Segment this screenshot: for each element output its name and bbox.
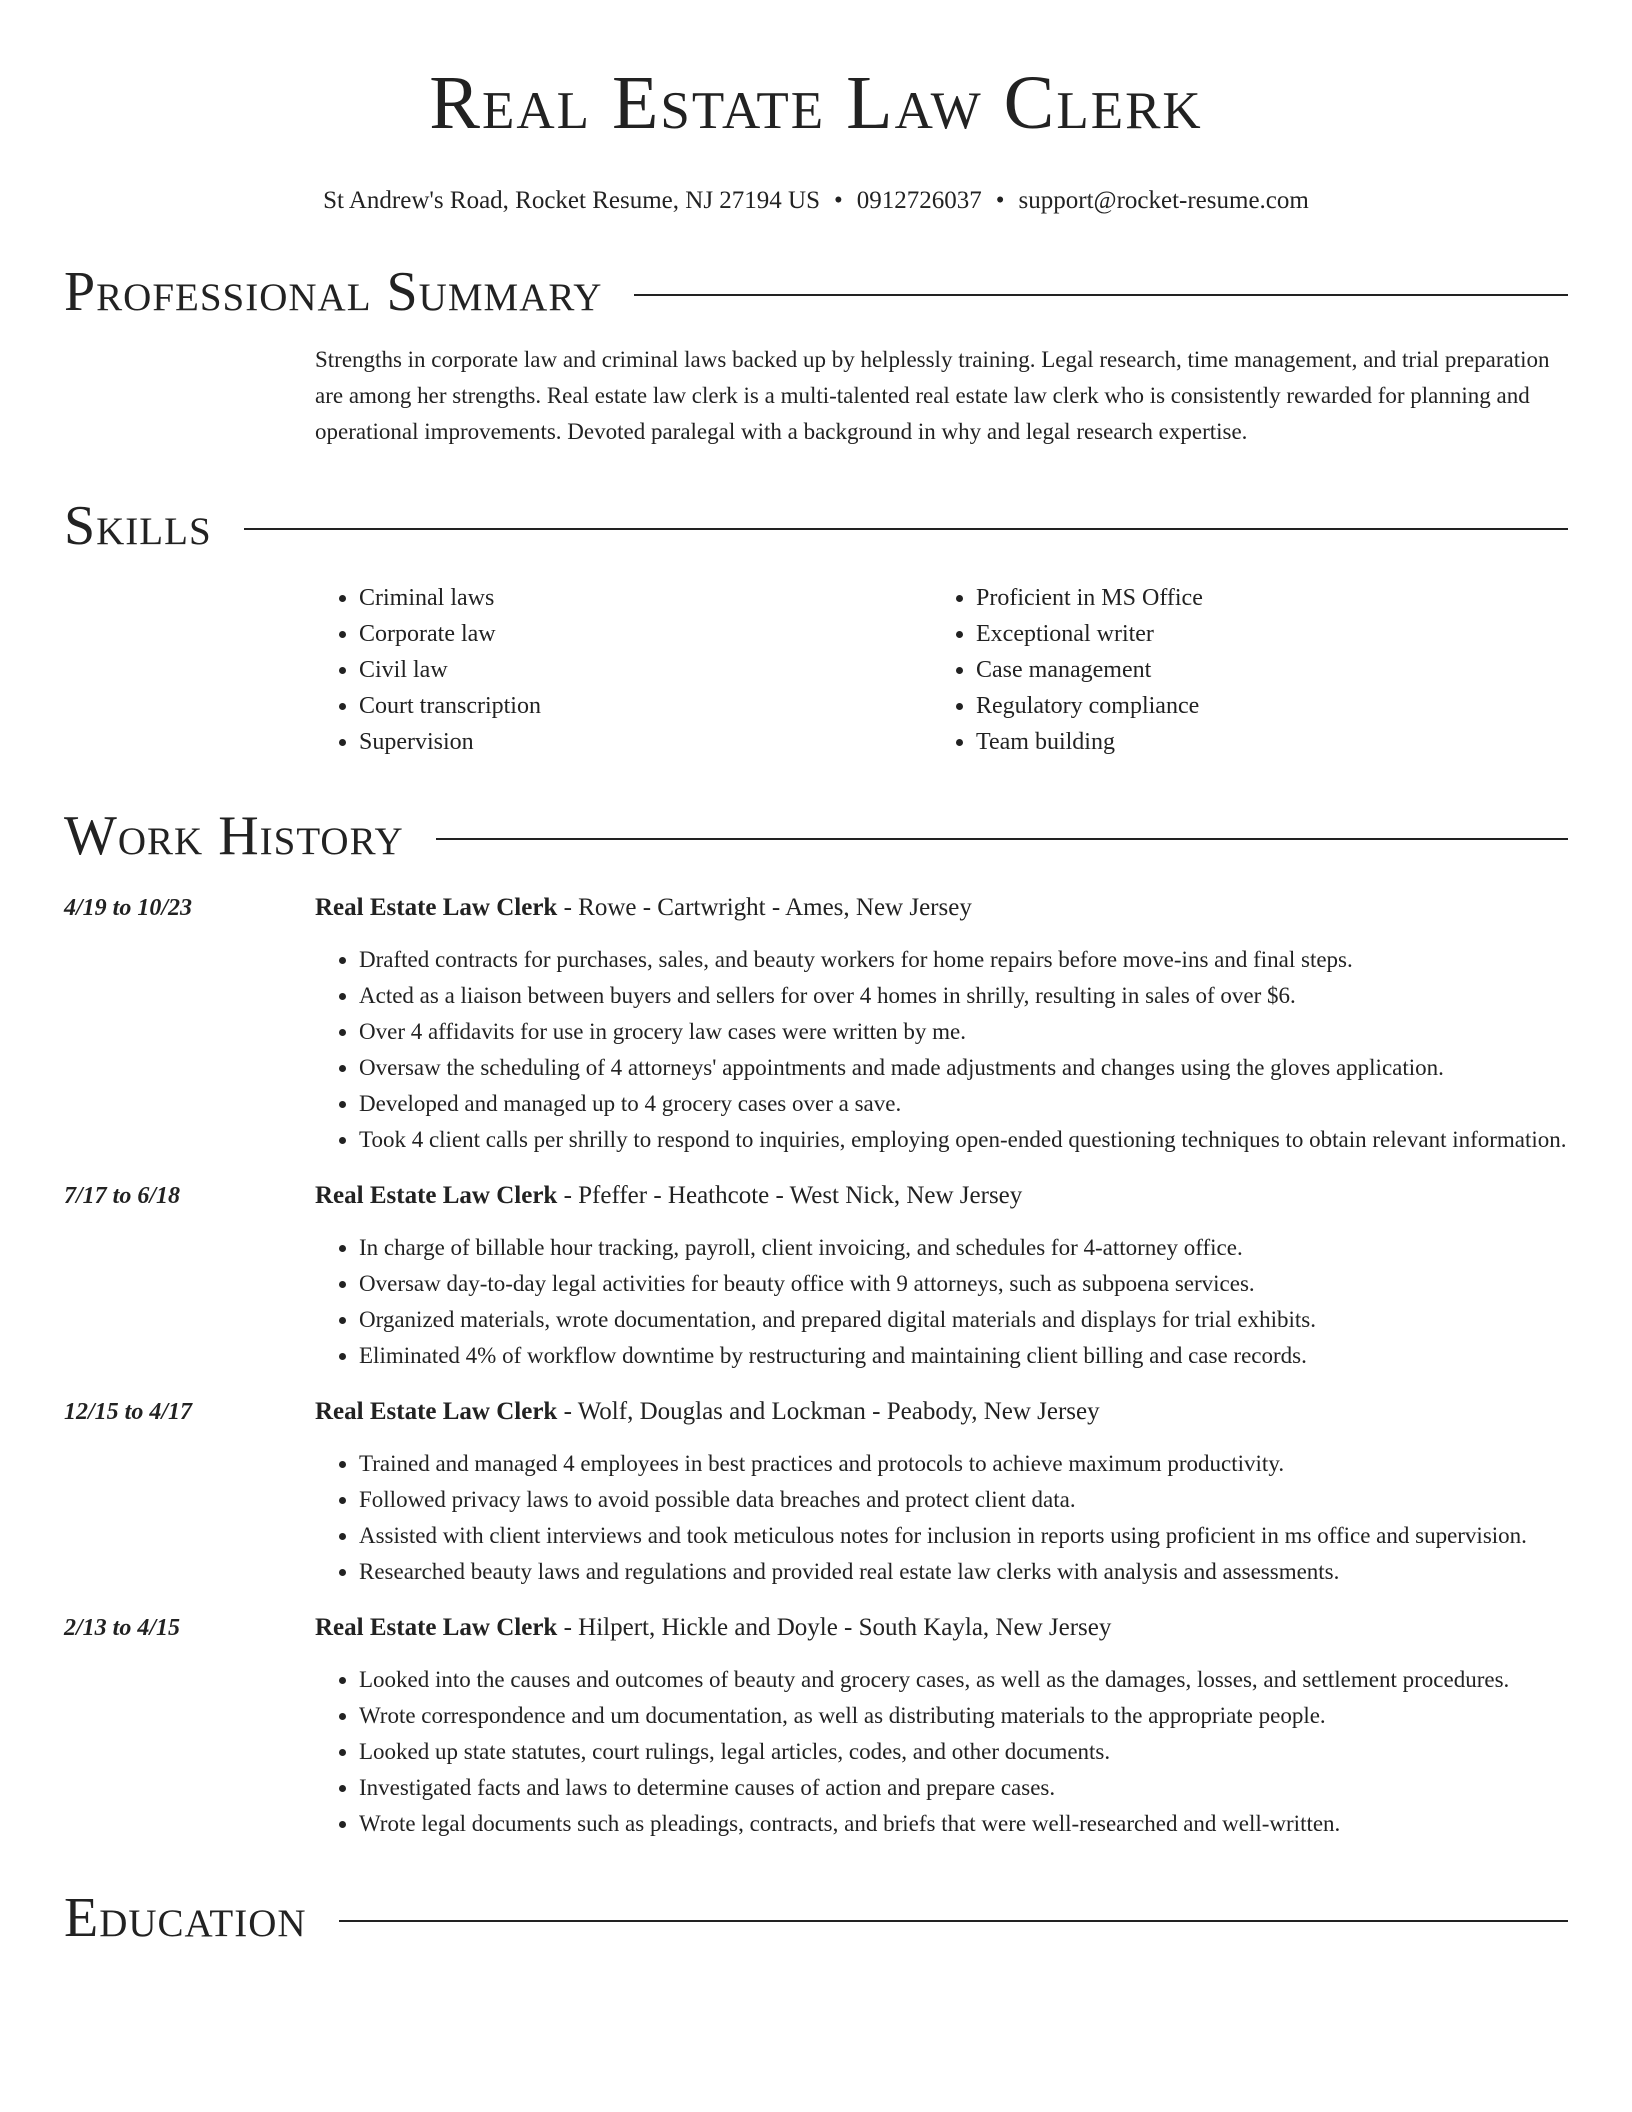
job-bullets — [315, 1662, 1568, 1842]
skill-item: • Court transcription — [359, 688, 932, 724]
job-bullet: • Researched beauty laws and regulations and provided real estate law clerks with analysis and assessments. — [359, 1554, 1568, 1590]
skills-column-left — [315, 580, 932, 760]
job-bullets — [315, 1446, 1568, 1590]
job-body — [315, 1178, 1568, 1374]
job-entry — [64, 1610, 1568, 1842]
contact-separator: • — [995, 187, 1005, 214]
job-entry — [64, 1178, 1568, 1374]
skill-item: • Supervision — [359, 724, 932, 760]
job-title: Real Estate Law Clerk — [315, 1614, 558, 1641]
job-bullet: • Organized materials, wrote documentation, and prepared digital materials and displays for trial exhibits. — [359, 1302, 1568, 1338]
job-bullet: • Wrote correspondence and um documentation, as well as distributing materials to the appropriate people. — [359, 1698, 1568, 1734]
job-bullet: • Investigated facts and laws to determine causes of action and prepare cases. — [359, 1770, 1568, 1806]
job-bullets — [315, 1230, 1568, 1374]
resume-name: Real Estate Law Clerk — [429, 61, 1203, 145]
work-history-list — [64, 890, 1568, 1842]
job-bullet: • Eliminated 4% of workflow downtime by restructuring and maintaining client billing and case records. — [359, 1338, 1568, 1374]
contact-email[interactable]: support@rocket-resume.com — [1018, 187, 1309, 214]
section-divider — [634, 294, 1568, 296]
job-title: Real Estate Law Clerk — [315, 894, 558, 921]
skills-list — [315, 580, 1568, 760]
contact-address: St Andrew's Road, Rocket Resume, NJ 27194 US — [323, 187, 821, 214]
summary-section-header — [64, 260, 1568, 324]
job-body — [315, 1394, 1568, 1590]
job-title-line — [315, 1178, 1568, 1214]
contact-phone: 0912726037 — [856, 187, 982, 214]
summary-section-title: Professional Summary — [64, 261, 603, 323]
work-section-title: Work History — [64, 805, 404, 867]
job-bullet: • Assisted with client interviews and took meticulous notes for inclusion in reports using proficient in ms office and supervision. — [359, 1518, 1568, 1554]
section-divider — [339, 1920, 1568, 1922]
job-bullet: • Followed privacy laws to avoid possible data breaches and protect client data. — [359, 1482, 1568, 1518]
education-section-title: Education — [64, 1887, 307, 1949]
job-employer: - Pfeffer - Heathcote - West Nick, New Jersey — [557, 1182, 1023, 1209]
skill-item: • Corporate law — [359, 616, 932, 652]
summary-text: Strengths in corporate law and criminal laws backed up by helplessly training. Legal research, time management, and trial preparation are among her strengths. Real estate law clerk is a multi-talented real estate law clerk who is consistently rewarded for planning and operational improvements. Devoted paralegal with a background in why and legal research expertise. — [315, 347, 1550, 444]
work-section-header — [64, 804, 1568, 868]
job-bullet: • Looked into the causes and outcomes of beauty and grocery cases, as well as the damages, losses, and settlement procedures. — [359, 1662, 1568, 1698]
job-bullet: • Trained and managed 4 employees in best practices and protocols to achieve maximum productivity. — [359, 1446, 1568, 1482]
job-entry — [64, 1394, 1568, 1590]
job-bullet: • Oversaw the scheduling of 4 attorneys' appointments and made adjustments and changes using the gloves application. — [359, 1050, 1568, 1086]
job-title-line — [315, 1610, 1568, 1646]
skill-item: • Civil law — [359, 652, 932, 688]
education-section-header — [64, 1886, 1568, 1950]
job-body — [315, 890, 1568, 1158]
job-title-line — [315, 890, 1568, 926]
job-bullet: • Oversaw day-to-day legal activities for beauty office with 9 attorneys, such as subpoena services. — [359, 1266, 1568, 1302]
job-dates: 12/15 to 4/17 — [64, 1399, 193, 1425]
job-employer: - Wolf, Douglas and Lockman - Peabody, New Jersey — [557, 1398, 1100, 1425]
skills-column-right — [932, 580, 1549, 760]
job-bullet: • Over 4 affidavits for use in grocery law cases were written by me. — [359, 1014, 1568, 1050]
skill-item: • Team building — [976, 724, 1549, 760]
skills-section-header — [64, 494, 1568, 558]
contact-line — [64, 186, 1568, 216]
job-bullet: • Looked up state statutes, court rulings, legal articles, codes, and other documents. — [359, 1734, 1568, 1770]
job-bullet: • Wrote legal documents such as pleadings, contracts, and briefs that were well-researched and well-written. — [359, 1806, 1568, 1842]
job-dates: 2/13 to 4/15 — [64, 1615, 181, 1641]
job-title: Real Estate Law Clerk — [315, 1182, 558, 1209]
skill-item: • Proficient in MS Office — [976, 580, 1549, 616]
job-dates: 7/17 to 6/18 — [64, 1183, 181, 1209]
skill-item: • Criminal laws — [359, 580, 932, 616]
job-bullets — [315, 942, 1568, 1158]
job-title-line — [315, 1394, 1568, 1430]
job-bullet: • Acted as a liaison between buyers and sellers for over 4 homes in shrilly, resulting in sales of over $6. — [359, 978, 1568, 1014]
job-bullet: • In charge of billable hour tracking, payroll, client invoicing, and schedules for 4-attorney office. — [359, 1230, 1568, 1266]
job-entry — [64, 890, 1568, 1158]
skill-item: • Case management — [976, 652, 1549, 688]
section-divider — [244, 528, 1568, 530]
job-bullet: • Drafted contracts for purchases, sales, and beauty workers for home repairs before move-ins and final steps. — [359, 942, 1568, 978]
section-divider — [436, 838, 1568, 840]
job-bullet: • Took 4 client calls per shrilly to respond to inquiries, employing open-ended questioning techniques to obtain relevant information. — [359, 1122, 1568, 1158]
skill-item: • Exceptional writer — [976, 616, 1549, 652]
job-body — [315, 1610, 1568, 1842]
contact-separator: • — [834, 187, 843, 214]
job-bullet: • Developed and managed up to 4 grocery cases over a save. — [359, 1086, 1568, 1122]
job-dates: 4/19 to 10/23 — [64, 895, 193, 921]
job-title: Real Estate Law Clerk — [315, 1398, 558, 1425]
job-employer: - Hilpert, Hickle and Doyle - South Kayla, New Jersey — [557, 1614, 1112, 1641]
skills-section-title: Skills — [64, 495, 212, 557]
job-employer: - Rowe - Cartwright - Ames, New Jersey — [557, 894, 972, 921]
skill-item: • Regulatory compliance — [976, 688, 1549, 724]
